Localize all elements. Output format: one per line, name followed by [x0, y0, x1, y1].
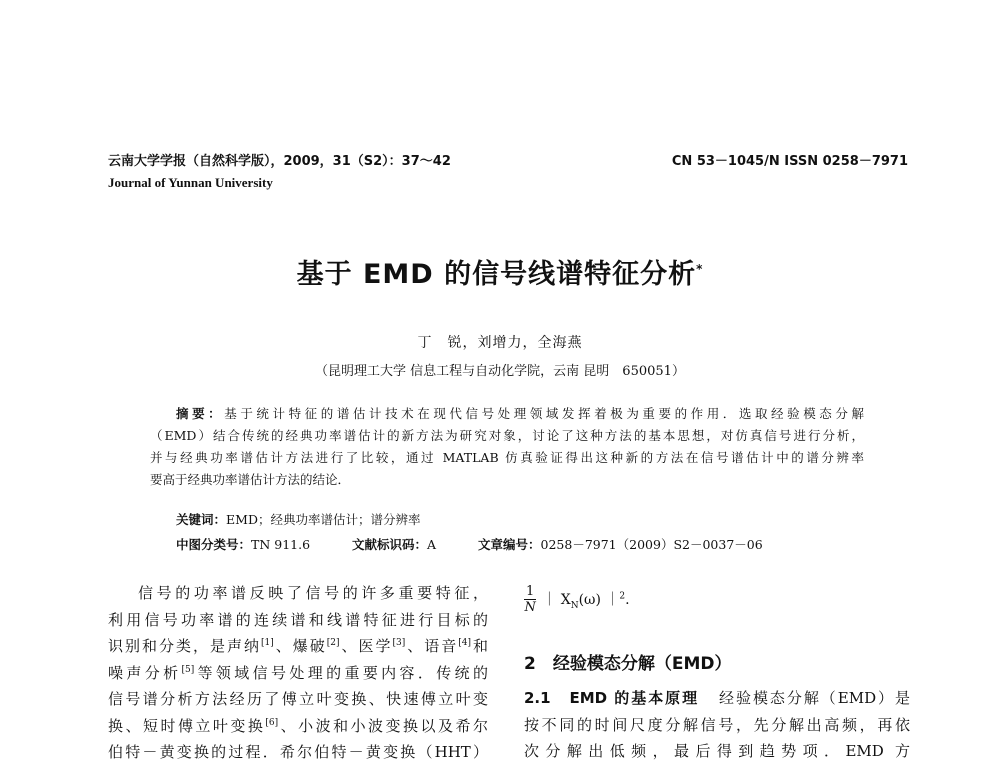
issn-info: CN 53－1045/N ISSN 0258－7971: [671, 154, 908, 169]
citation: [5]: [181, 664, 195, 675]
body-left-column: [108, 580, 488, 766]
fraction-denominator: N: [524, 600, 536, 615]
body-line: 利用信号功率谱的连续谱和线谱特征进行目标的: [108, 610, 488, 629]
formula-body: ｜ $X_N(\omega)$ ｜$^2$.: [542, 590, 630, 611]
paper-title-text: 基于 EMD 的信号线谱特征分析: [296, 259, 697, 290]
subsection-heading: 2.1 EMD 的基本原理: [524, 689, 700, 707]
authors: 丁 锐，刘增力，全海燕: [417, 335, 583, 351]
body-line: 信号的功率谱反映了信号的许多重要特征，: [138, 584, 488, 602]
citation: [3]: [392, 638, 406, 648]
keywords: [176, 510, 420, 528]
abstract-line: （EMD）结合传统的经典功率谱估计的新方法为研究对象，讨论了这种方法的基本思想，对仿真信号进行分析，: [150, 428, 864, 443]
journal-header-cn: 云南大学学报（自然科学版），2009，31（S2）：37～42: [108, 154, 451, 169]
body-line: 按不同的时间尺度分解信号，先分解出高频，再依: [524, 715, 910, 734]
formula-fraction: [524, 584, 536, 615]
clc-number: 中图分类号：TN 911.6: [176, 537, 311, 552]
keywords-value: EMD；经典功率谱估计；谱分辨率: [226, 512, 421, 527]
body-line: 换、短时傅立叶变换[6]、小波和小波变换以及希尔: [108, 716, 488, 735]
body-right-column: [524, 685, 910, 765]
document-code: 文献标识码：A: [352, 537, 437, 552]
body-line: 信号谱分析方法经历了傅立叶变换、快速傅立叶变: [108, 690, 488, 708]
body-line: 伯特－黄变换的过程．希尔伯特－黄变换（HHT）: [108, 743, 488, 761]
abstract-label: 摘要：: [176, 406, 225, 421]
section-heading: 2 经验模态分解（EMD）: [524, 654, 732, 674]
abstract-line: 并与经典功率谱估计方法进行了比较，通过 MATLAB 仿真验证得出这种新的方法在信号谱估计中的谱分辨率: [150, 450, 864, 465]
title-footnote-mark: *: [696, 262, 704, 276]
body-line: 识别和分类，是声纳[1]、爆破[2]、医学[3]、语音[4]和: [108, 637, 488, 655]
formula: [524, 584, 630, 615]
abstract-line: 摘要：基于统计特征的谱估计技术在现代信号处理领域发挥着极为重要的作用．选取经验模态分解: [176, 406, 864, 421]
body-line: 噪声分析[5]等领域信号处理的重要内容．传统的: [108, 663, 488, 682]
body-line: 次分解出低频，最后得到趋势项．EMD 方: [524, 742, 910, 760]
abstract-line: 要高于经典功率谱估计方法的结论．: [150, 472, 351, 487]
keywords-label: 关键词：: [176, 512, 227, 527]
body-line: 2.1 EMD 的基本原理 经验模态分解（EMD）是: [524, 689, 911, 707]
citation: [1]: [260, 638, 274, 648]
article-number: 文章编号：0258－7971（2009）S2－0037－06: [478, 537, 763, 552]
affiliation: （昆明理工大学 信息工程与自动化学院，云南 昆明 650051）: [315, 364, 685, 379]
fraction-numerator: 1: [526, 584, 535, 599]
citation: [2]: [326, 638, 340, 648]
journal-header-en: Journal of Yunnan University: [108, 175, 273, 190]
citation: [4]: [458, 638, 471, 648]
citation: [6]: [265, 717, 279, 728]
paper-title: [0, 252, 1000, 291]
abstract: [150, 403, 864, 491]
